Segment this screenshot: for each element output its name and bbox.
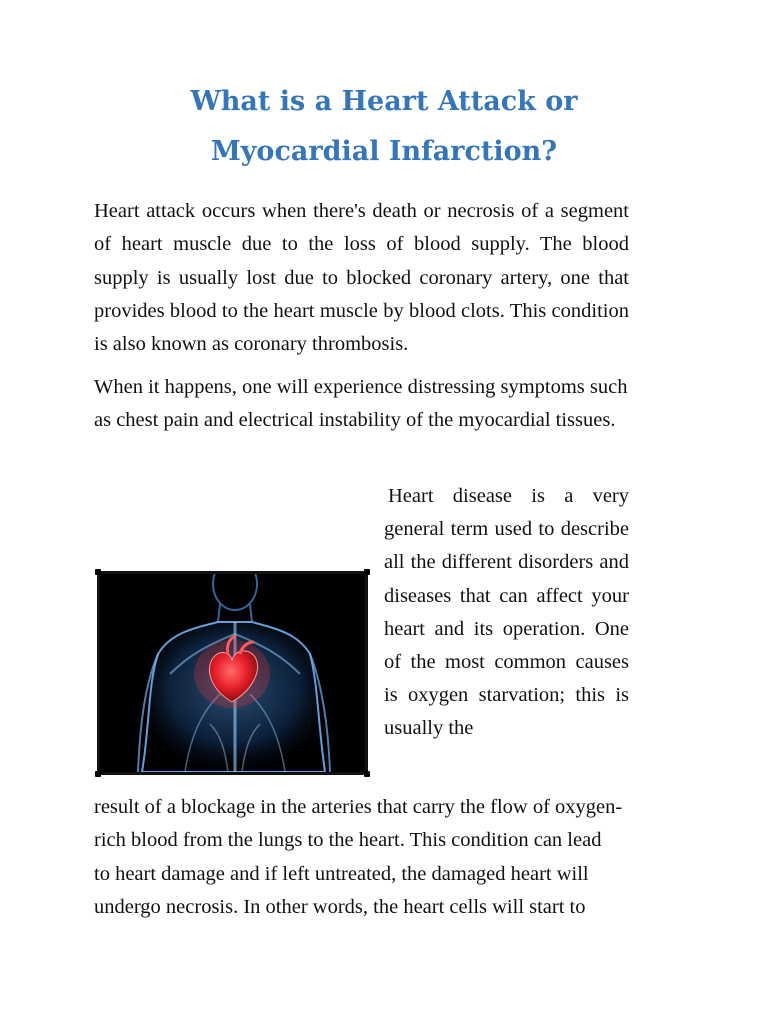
paragraph-heart-attack: Heart attack occurs when there's death or necrosis of a segment of heart muscle due to the loss of blood supply. The blood supply is usually lost due to blocked coronary artery, one that provides blood to the heart muscle by blood clots. This condition is also known as coronary thrombosis. <box>94 200 629 356</box>
heart-anatomy-illustration-icon <box>100 574 365 772</box>
text-line: to heart damage and if left untreated, the damaged heart will <box>94 862 589 885</box>
text-line: rich blood from the lungs to the heart. This condition can lead <box>94 829 602 852</box>
page-title-line-2: Myocardial Infarction? <box>210 136 558 167</box>
paragraph-symptoms: When it happens, one will experience distressing symptoms such as chest pain and electrical instability of the myocardial tissues. <box>94 376 628 432</box>
paragraph-blockage <box>94 791 684 924</box>
paragraph-heart-disease <box>384 480 629 746</box>
heart-anatomy-image <box>97 571 368 775</box>
page-title-line-1: What is a Heart Attack or <box>190 86 578 117</box>
text-line: result of a blockage in the arteries that carry the flow of oxygen- <box>94 796 623 818</box>
text-line: undergo necrosis. In other words, the heart cells will start to <box>94 895 586 918</box>
paragraph-heart-disease-text: Heart disease is a very general term used to describe all the different disorders and diseases that can affect your heart and its operation. One of the most common causes is oxygen starvation; this is usually the <box>384 485 629 740</box>
